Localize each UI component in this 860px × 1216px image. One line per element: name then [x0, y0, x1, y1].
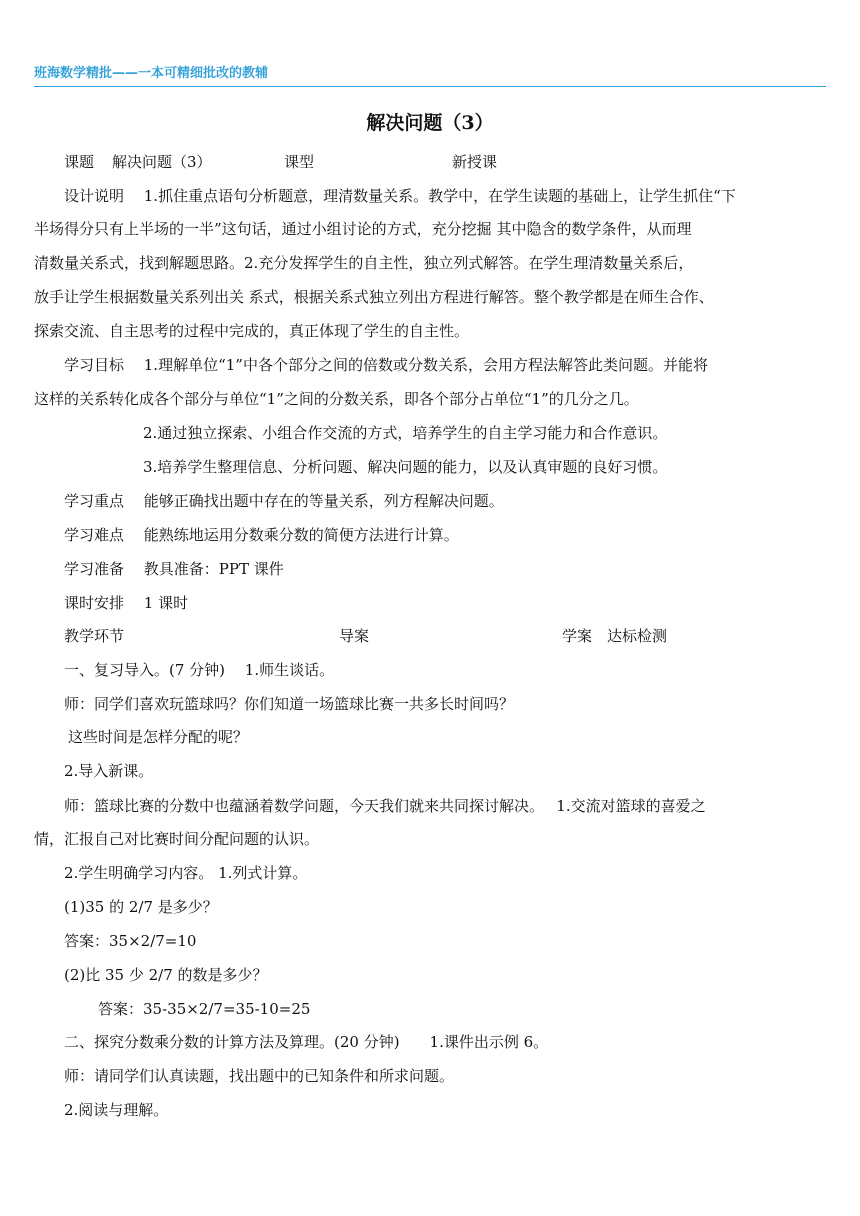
page-header: 班海数学精批——一本可精细批改的教辅 — [34, 66, 269, 81]
header-rule — [34, 86, 826, 87]
goals-line-4: 3.培养学生整理信息、分析问题、解决问题的能力，以及认真审题的良好习惯。 — [143, 458, 668, 476]
lesson-title: 解决问题（3） — [366, 112, 494, 134]
design-line-3: 清数量关系式，找到解题思路。2.充分发挥学生的自主性，独立列式解答。在学生理清数量关系后， — [34, 254, 694, 272]
design-line-4: 放手让学生根据数量关系列出关 系式，根据关系式独立列出方程进行解答。整个教学都是在师生合作、 — [34, 288, 714, 306]
topic-value: 解决问题（3） — [112, 153, 212, 171]
body-line-13: 2.阅读与理解。 — [64, 1101, 169, 1119]
body-line-3: 这些时间是怎样分配的呢？ — [68, 728, 249, 746]
body-line-4: 2.导入新课。 — [64, 762, 154, 780]
design-line-1: 设计说明 1.抓住重点语句分析题意，理清数量关系。教学中，在学生读题的基础上，让学生抓住“下 — [64, 187, 736, 205]
difficulty: 学习难点 能熟练地运用分数乘分数的简便方法进行计算。 — [64, 526, 459, 544]
goals-line-1: 学习目标 1.理解单位“1”中各个部分之间的倍数或分数关系，会用方程法解答此类问题。并能将 — [64, 356, 708, 374]
body-line-8: 答案：35×2/7=10 — [64, 932, 197, 950]
body-line-11: 二、探究分数乘分数的计算方法及算理。(20 分钟) 1.课件出示例 6。 — [64, 1033, 549, 1051]
section-study-plan: 学案 达标检测 — [562, 627, 668, 645]
schedule: 课时安排 1 课时 — [64, 594, 189, 612]
body-line-7: (1)35 的 2/7 是多少？ — [64, 898, 218, 916]
body-line-5a: 师：篮球比赛的分数中也蕴涵着数学问题，今天我们就来共同探讨解决。 1.交流对篮球的喜爱之 — [64, 797, 706, 815]
preparation: 学习准备 教具准备：PPT 课件 — [64, 560, 284, 578]
key-point: 学习重点 能够正确找出题中存在的等量关系，列方程解决问题。 — [64, 492, 504, 510]
goals-line-2: 这样的关系转化成各个部分与单位“1”之间的分数关系，即各个部分占单位“1”的几分之几。 — [34, 390, 639, 408]
body-line-5b: 情，汇报自己对比赛时间分配问题的认识。 — [34, 830, 320, 848]
lesson-type-value: 新授课 — [452, 153, 498, 171]
section-teaching-plan: 导案 — [339, 627, 370, 645]
body-line-1: 一、复习导入。(7 分钟) 1.师生谈话。 — [64, 661, 335, 679]
section-teaching-stage: 教学环节 — [64, 627, 125, 645]
body-line-6: 2.学生明确学习内容。 1.列式计算。 — [64, 864, 308, 882]
body-line-12: 师：请同学们认真读题，找出题中的已知条件和所求问题。 — [64, 1067, 455, 1085]
goals-line-3: 2.通过独立探索、小组合作交流的方式，培养学生的自主学习能力和合作意识。 — [143, 424, 668, 442]
topic-label: 课题 — [64, 153, 95, 171]
body-line-9: (2)比 35 少 2/7 的数是多少？ — [64, 966, 268, 984]
lesson-type-label: 课型 — [284, 153, 315, 171]
body-line-2: 师：同学们喜欢玩篮球吗？你们知道一场篮球比赛一共多长时间吗？ — [64, 695, 515, 713]
design-line-5: 探索交流、自主思考的过程中完成的，真正体现了学生的自主性。 — [34, 322, 470, 340]
body-line-10: 答案：35-35×2/7=35-10=25 — [98, 1000, 311, 1018]
design-line-2: 半场得分只有上半场的一半”这句话，通过小组讨论的方式，充分挖掘 其中隐含的数学条件，从而理 — [34, 220, 692, 238]
